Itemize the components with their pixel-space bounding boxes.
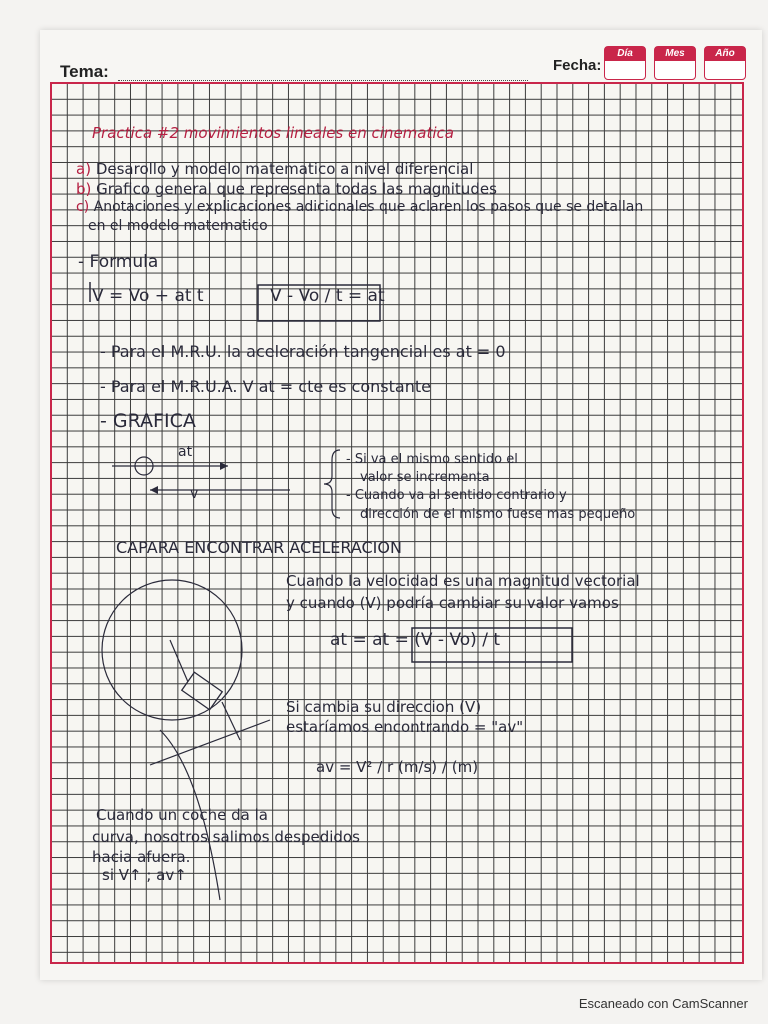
scanner-footer: Escaneado con CamScanner bbox=[578, 996, 748, 1011]
at-formula-box bbox=[412, 628, 572, 662]
date-box-label: Mes bbox=[655, 47, 695, 61]
formula-result: V - Vo / t = at bbox=[270, 286, 385, 306]
tema-label: Tema: bbox=[60, 62, 109, 81]
bottom-line: si V↑ ; av↑ bbox=[102, 866, 187, 884]
force-arrow bbox=[170, 640, 188, 682]
item-text: en el modelo matematico bbox=[88, 218, 268, 234]
item-text: Anotaciones y explicaciones adicionales que aclaren los pasos que se detallan bbox=[93, 199, 644, 215]
velocity-label: v bbox=[190, 486, 199, 502]
curve-circle bbox=[102, 580, 242, 720]
item-text: Grafico general que representa todas las magnitudes bbox=[96, 180, 497, 198]
accel-arrow-head bbox=[220, 462, 228, 470]
mru-note: - Para el M.R.U. la aceleración tangencial es at = 0 bbox=[100, 342, 506, 361]
date-box-label: Año bbox=[705, 47, 745, 61]
velocity-arrow-head bbox=[150, 486, 158, 494]
section-heading: CAPARA ENCONTRAR ACELERACION bbox=[116, 538, 402, 557]
bottom-line: Cuando un coche da la bbox=[96, 806, 268, 824]
formula-heading: - Formula bbox=[78, 252, 159, 272]
at-formula: at = at = (V - Vo) / t bbox=[330, 630, 501, 650]
cambia-line: Si cambia su direccion (V) bbox=[286, 698, 482, 716]
brace-note: - Cuando va al sentido contrario y bbox=[346, 488, 567, 503]
formula-box bbox=[258, 285, 380, 321]
road-curve bbox=[160, 730, 220, 900]
radius-line bbox=[150, 720, 270, 765]
bottom-line: hacia afuera. bbox=[92, 848, 191, 866]
bottom-line: curva, nosotros salimos despedidos bbox=[92, 828, 360, 846]
accel-label: at bbox=[178, 444, 193, 460]
av-formula: av = V² / r (m/s) / (m) bbox=[316, 758, 479, 776]
mrua-note: - Para el M.R.U.A. V at = cte es constante bbox=[100, 377, 431, 396]
text-line: Cuando la velocidad es una magnitud vectorial bbox=[286, 572, 640, 590]
item-letter: a) bbox=[76, 160, 92, 178]
item-letter: b) bbox=[76, 180, 92, 198]
brace bbox=[324, 450, 340, 518]
text-line: y cuando (V) podría cambiar su valor vamos bbox=[286, 594, 619, 612]
item-text: Desarollo y modelo matematico a nivel diferencial bbox=[95, 160, 474, 178]
brace-note: dirección de el mismo fuese mas pequeño bbox=[360, 507, 636, 522]
formula-main: V = Vo + at t bbox=[92, 286, 204, 306]
brace-note: - Si va el mismo sentido el bbox=[346, 452, 518, 467]
practice-title: Practica #2 movimientos lineales en cinematica bbox=[92, 124, 454, 142]
cambia-line: estaríamos encontrando = "av" bbox=[286, 718, 524, 736]
brace-note: valor se incrementa bbox=[360, 470, 490, 485]
fecha-label: Fecha: bbox=[553, 57, 602, 74]
grafica-heading: - GRAFICA bbox=[100, 410, 196, 432]
item-letter: c) bbox=[76, 199, 90, 215]
date-box-label: Día bbox=[605, 47, 645, 61]
